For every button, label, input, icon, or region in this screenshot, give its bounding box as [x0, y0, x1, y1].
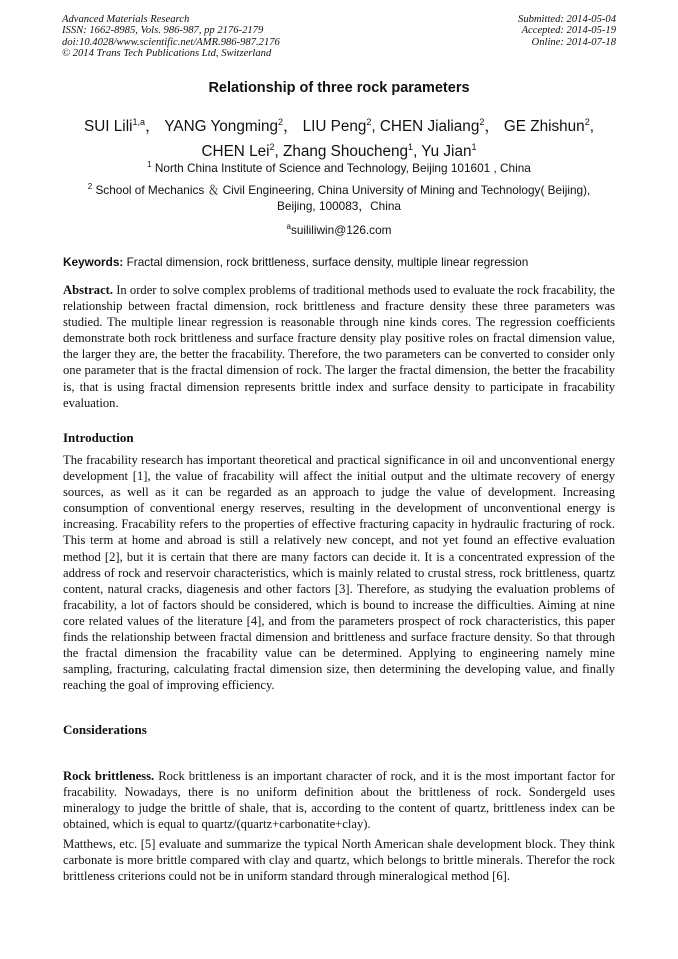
author: Yu Jian$^1$ [421, 142, 477, 161]
author-list [50, 112, 628, 162]
considerations-heading: Considerations [63, 722, 147, 737]
rock-brittleness-paragraph [63, 768, 615, 832]
author: CHEN Lei$^2$, [201, 142, 279, 161]
matthews-paragraph: Matthews, etc. [5] evaluate and summarize the typical North American shale development block. They think carbonate is more brittle compared with clay and quartz, which belongs to brittle minerals. Therefor the rock brittleness criterions could not be in uniform standard through mineralogical method [6]. [63, 837, 615, 884]
abstract-text: In order to solve complex problems of traditional methods used to evaluate the rock fracability, the relationship between fractal dimension, rock brittleness and fracture density these three parameters was studied. The multiple linear regression is reasonable through nine kinds cores. The regression coefficients demonstrate both rock brittleness and surface fracture density play positive roles on fractal dimension value, the larger they are, the better the fracability. Therefore, the two parameters can be converted to consider only one parameter that is the fractal dimension of rock. The larger the fractal dimension, the better the fracability is, that is using fractal dimension represents brittle index and surface density to participate in fracability evaluation. [63, 283, 615, 410]
rock-brittleness-text: Rock brittleness is an important character of rock, and it is the most important factor for fracability. Nowadays, there is no uniform definition about the brittleness of rock. Sondergeld uses mineralogy to judge the brittle of shale, that is, according to the content of quartz, brittleness index can be obtained, which is equal to quartz/(quartz+carbonatite+clay). [63, 769, 615, 832]
author: SUI Lili$^{1,a}$， [84, 117, 161, 136]
author: GE Zhishun$^2$, [503, 117, 594, 136]
author: CHEN Jialiang$^2$， [379, 117, 500, 136]
paper-title: Relationship of three rock parameters [208, 80, 470, 96]
author: LIU Peng$^2$, [302, 117, 376, 136]
online-date: Online: 2014-07-18 [531, 36, 616, 48]
abstract-label: Abstract. [63, 283, 114, 297]
rock-brittleness-label: Rock brittleness. [63, 769, 155, 783]
author-email: $^a$suililiwin@126.com [286, 222, 392, 237]
introduction-heading: Introduction [63, 430, 134, 445]
keywords-text: Fractal dimension, rock brittleness, surface density, multiple linear regression [126, 255, 529, 269]
accepted-date: Accepted: 2014-05-19 [521, 25, 616, 37]
affiliation-2: $^2$ School of Mechanics ＆ Civil Engineering, China University of Mining and Technology( Beijing), Beijing, 100083，China [87, 182, 591, 214]
journal-name: Advanced Materials Research [62, 14, 190, 25]
submitted-date: Submitted: 2014-05-04 [518, 14, 616, 25]
doi-line: doi:10.4028/www.scientific.net/AMR.986-987.2176 [62, 36, 280, 48]
publication-dates [518, 14, 616, 48]
copyright-line: © 2014 Trans Tech Publications Ltd, Switzerland [62, 48, 272, 60]
affiliation-1: $^1$ North China Institute of Science and Technology, Beijing 101601 , China [147, 160, 531, 175]
introduction-text: The fracability research has important theoretical and practical significance in oil and unconventional energy development [1], the value of fracability will affect the initial output and the ultimate recovery of energy sources, as well as it can be regarded as an approach to judge the value of development. Increasing consumption of conventional energy reserves, resulting in the development of unconventional energy is increasing. Fracability refers to the properties of effective fracturing capacity in hydraulic fracturing of rock. This term at home and abroad is still a relatively new concept, and not yet found an effective evaluation method [2], but it is certain that there are many factors can decide it. It is a concentrated expression of the address of rock and reservoir characteristics, which is mainly related to crustal stress, rock brittleness, quartz content, natural cracks, diagenesis and other factors [3]. Therefore, as studying the evaluation problems of fracability, a lot of factors should be considered, which is bound to increase the difficulties. Aiming at nine core related values of the literature [4], and from the parameters prospect of rock characteristics, this paper finds the relationship between fractal dimension and brittleness and surface fracture density. So that through the fractal dimension the fracability value can be determined. Applying to engineering namely mine sampling, fracturing, calculating fractal dimension size, then determining the developing value, and finally reaching the goal of improving efficiency. [63, 453, 615, 693]
author: YANG Yongming$^2$， [164, 117, 299, 136]
author: Zhang Shoucheng$^1$, [283, 142, 418, 161]
journal-info [62, 14, 280, 60]
issn-line: ISSN: 1662-8985, Vols. 986-987, pp 2176-2179 [62, 25, 264, 37]
keywords-label: Keywords: [63, 255, 124, 269]
keywords [63, 255, 618, 269]
abstract [63, 282, 615, 411]
